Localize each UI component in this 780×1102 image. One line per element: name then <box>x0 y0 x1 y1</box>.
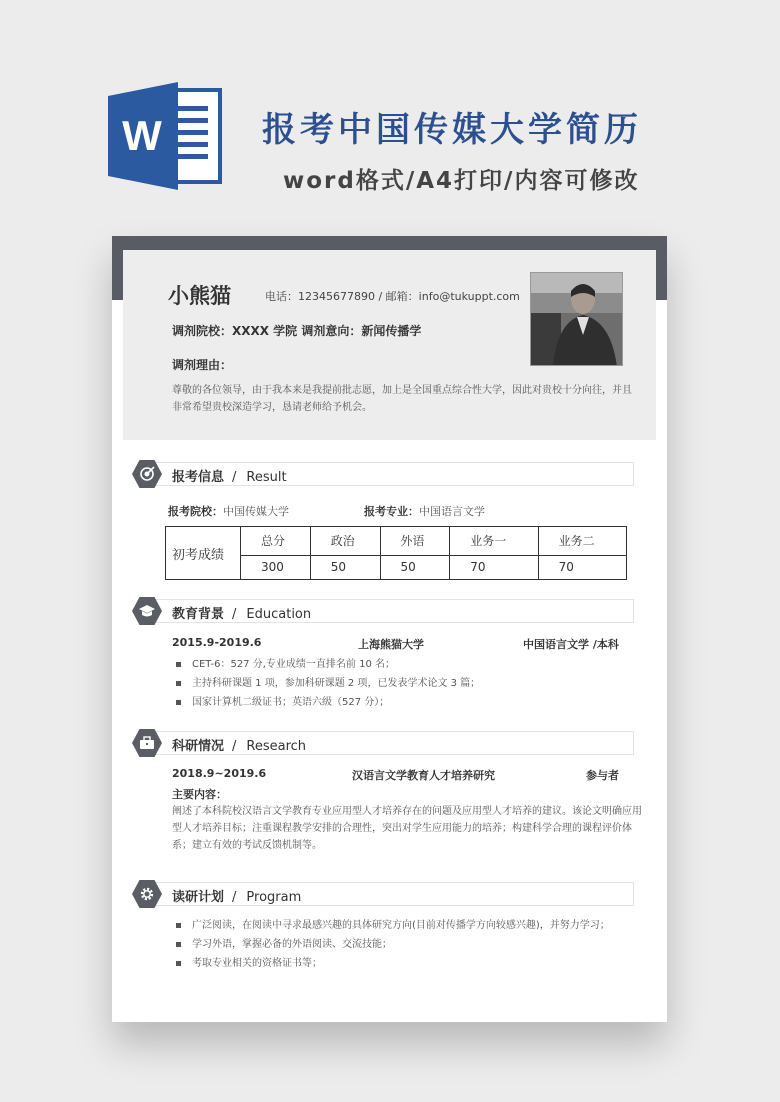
research-content: 阐述了本科院校汉语言文学教育专业应用型人才培养存在的问题及应用型人才培养的建议。该论文明确应用型人才培养目标；注重课程教学安排的合理性，突出对学生应用能力的培养；构建科学合理的课程评价体系；建立有效的考试反馈机制等。 <box>172 806 642 851</box>
resume-page <box>112 236 667 1022</box>
score-header: 外语 <box>380 527 450 556</box>
section-result-header: 报考信息 / Result <box>132 462 634 486</box>
section-education-header: 教育背景 / Education <box>132 599 634 623</box>
score-table <box>165 526 627 580</box>
target-major: 报考专业：中国语言文学 <box>364 505 485 518</box>
list-item: 广泛阅读，在阅读中寻求最感兴趣的具体研究方向(目前对传播学方向较感兴趣)，并努力学习； <box>176 916 610 935</box>
score-value: 50 <box>310 555 380 579</box>
contact-info: 电话：12345677890 / 邮箱：info@tukuppt.com <box>265 290 520 303</box>
section-research-title: 科研情况 <box>172 739 225 754</box>
education-school: 上海熊猫大学 <box>358 638 424 651</box>
score-row-label: 初考成绩 <box>166 527 241 580</box>
section-program-header: 读研计划 / Program <box>132 882 634 906</box>
section-program-title: 读研计划 <box>172 890 225 905</box>
score-value: 70 <box>538 555 626 579</box>
score-value: 70 <box>450 555 538 579</box>
section-education-title: 教育背景 <box>172 607 225 622</box>
banner-title: 报考中国传媒大学简历 <box>262 110 642 150</box>
list-item: 国家计算机二级证书；英语六级（527 分）； <box>176 693 480 712</box>
score-value: 300 <box>241 555 311 579</box>
list-item: 主持科研课题 1 项，参加科研课题 2 项，已发表学术论文 3 篇； <box>176 674 480 693</box>
research-content-label: 主要内容： <box>172 788 227 801</box>
score-header: 业务一 <box>450 527 538 556</box>
target-school: 报考院校：中国传媒大学 <box>168 505 289 518</box>
reason-text: 尊敬的各位领导，由于我本来是我提前批志愿，加上是全国重点综合性大学，因此对贵校十分向往，并且非常希望贵校深造学习，恳请老师给予机会。 <box>172 385 632 413</box>
score-value: 50 <box>380 555 450 579</box>
list-item: CET-6：527 分,专业成绩一直排名前 10 名； <box>176 655 480 674</box>
candidate-name: 小熊猫 <box>168 284 231 308</box>
education-list <box>176 655 480 712</box>
education-period: 2015.9-2019.6 <box>172 636 262 649</box>
word-icon <box>108 82 224 190</box>
transfer-info: 调剂院校：XXXX 学院 调剂意向：新闻传播学 <box>172 324 422 338</box>
section-result-en: Result <box>246 470 287 485</box>
profile-photo <box>530 272 623 366</box>
score-header: 政治 <box>310 527 380 556</box>
section-research-header: 科研情况 / Research <box>132 731 634 755</box>
research-period: 2018.9~2019.6 <box>172 767 267 780</box>
list-item: 学习外语，掌握必备的外语阅读、交流技能； <box>176 935 610 954</box>
program-list <box>176 916 610 973</box>
research-project: 汉语言文学教育人才培养研究 <box>352 769 495 782</box>
section-program-en: Program <box>246 890 302 905</box>
section-result-title: 报考信息 <box>172 470 225 485</box>
banner-subtitle: word格式/A4打印/内容可修改 <box>283 168 640 194</box>
score-header: 业务二 <box>538 527 626 556</box>
score-header: 总分 <box>241 527 311 556</box>
section-research-en: Research <box>246 739 307 754</box>
education-major: 中国语言文学 /本科 <box>523 638 619 651</box>
section-education-en: Education <box>246 607 312 622</box>
word-letter: W <box>122 112 162 159</box>
research-role: 参与者 <box>586 769 619 782</box>
reason-label: 调剂理由： <box>172 358 233 372</box>
list-item: 考取专业相关的资格证书等； <box>176 954 610 973</box>
